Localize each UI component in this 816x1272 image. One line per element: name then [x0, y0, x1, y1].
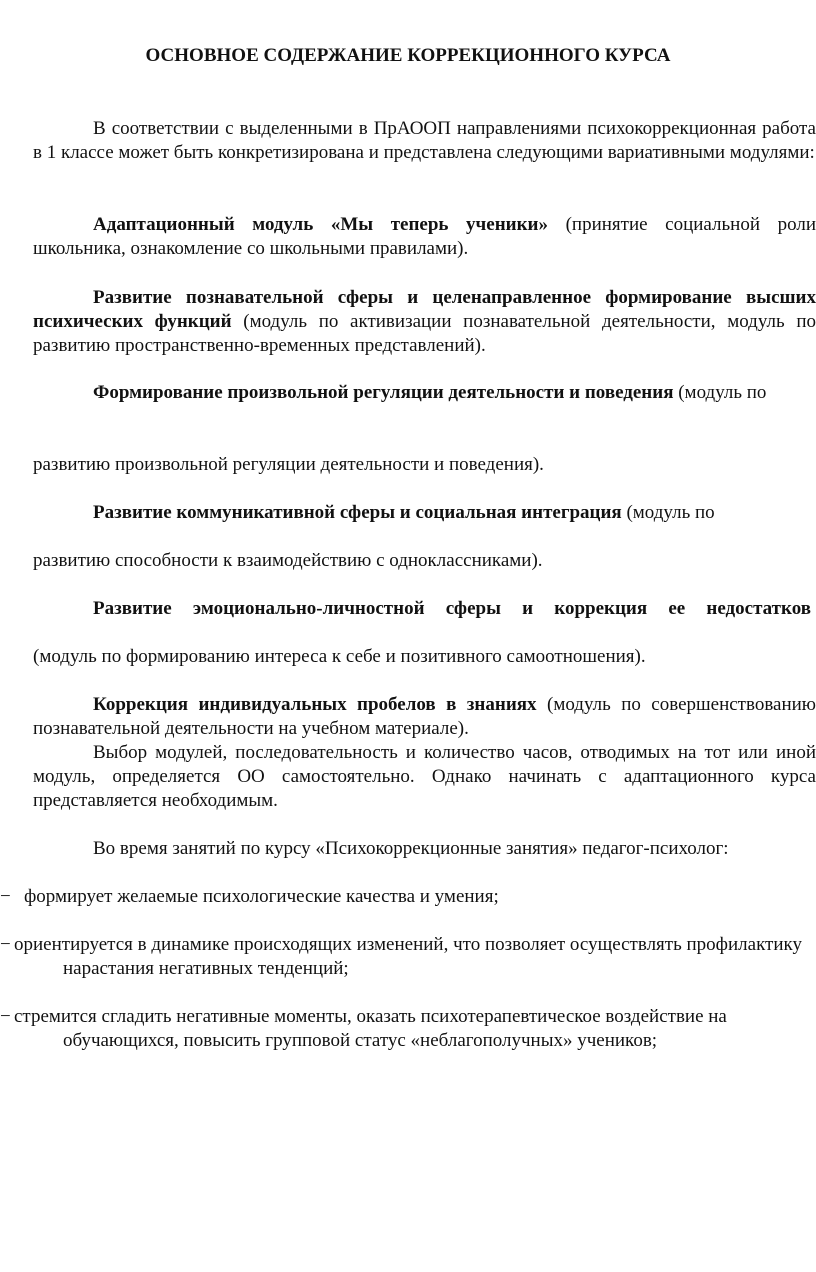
module-5-title: Развитие эмоционально-личностной сферы и коррекция ее недостатков [93, 598, 811, 619]
module-paragraph-3 [33, 381, 773, 405]
list-item-text: стремится сгладить негативные моменты, оказать психотерапевтическое воздействие на обучающихся, повысить групповой статус «неблагополучных» учеников; [14, 1006, 727, 1051]
module-paragraph-4 [33, 501, 816, 525]
module-4-continuation: развитию способности к взаимодействию с одноклассниками). [33, 550, 543, 571]
dash-marker: − [0, 886, 11, 907]
module-6-text: (модуль по совершенствованию познавательной деятельности на учебном материале). [33, 694, 816, 739]
list-item [0, 1005, 816, 1053]
module-3-text: (модуль по [673, 382, 767, 403]
module-3-continuation: развитию произвольной регуляции деятельности и поведения). [33, 454, 544, 475]
intro-paragraph [33, 117, 816, 165]
list-item [0, 885, 816, 909]
module-paragraph-1 [33, 213, 816, 261]
module-3-title: Формирование произвольной регуляции деятельности и поведения [93, 382, 674, 403]
lead-paragraph: Во время занятий по курсу «Психокоррекционные занятия» педагог-психолог: [93, 838, 729, 859]
list-item [0, 933, 816, 981]
selection-paragraph: Выбор модулей, последовательность и количество часов, отводимых на тот или иной модуль, определяется ОО самостоятельно. Однако начинать с адаптационного курса представляется необходимым. [33, 742, 816, 811]
page-title: ОСНОВНОЕ СОДЕРЖАНИЕ КОРРЕКЦИОННОГО КУРСА [145, 45, 671, 66]
module-2-text: (модуль по активизации познавательной деятельности, модуль по развитию пространственно-временных представлений). [33, 311, 816, 356]
list-item-text: ориентируется в динамике происходящих изменений, что позволяет осуществлять профилактику нарастания негативных тенденций; [14, 934, 802, 979]
module-1-title: Адаптационный модуль «Мы теперь ученики» [93, 214, 548, 235]
module-5-continuation: (модуль по формированию интереса к себе и позитивного самоотношения). [33, 646, 646, 667]
intro-text: В соответствии с выделенными в ПрАООП направлениями психокоррекционная работа в 1 классе может быть конкретизирована и представлена следующими вариативными модулями: [33, 118, 816, 163]
module-6-title: Коррекция индивидуальных пробелов в знаниях [93, 694, 537, 715]
dash-marker: − [0, 1006, 11, 1027]
dash-marker: − [0, 934, 11, 955]
module-4-text: (модуль по [621, 502, 715, 523]
module-1-text: (принятие социальной роли школьника, ознакомление со школьными правилами). [33, 214, 816, 259]
module-paragraph-6 [33, 693, 816, 741]
list-item-text: формирует желаемые психологические качества и умения; [24, 886, 499, 907]
module-paragraph-2 [33, 286, 816, 358]
module-2-title: Развитие познавательной сферы и целенаправленное формирование высших психических функций [33, 287, 816, 332]
module-paragraph-5 [33, 597, 811, 621]
module-4-title: Развитие коммуникативной сферы и социальная интеграция [93, 502, 622, 523]
